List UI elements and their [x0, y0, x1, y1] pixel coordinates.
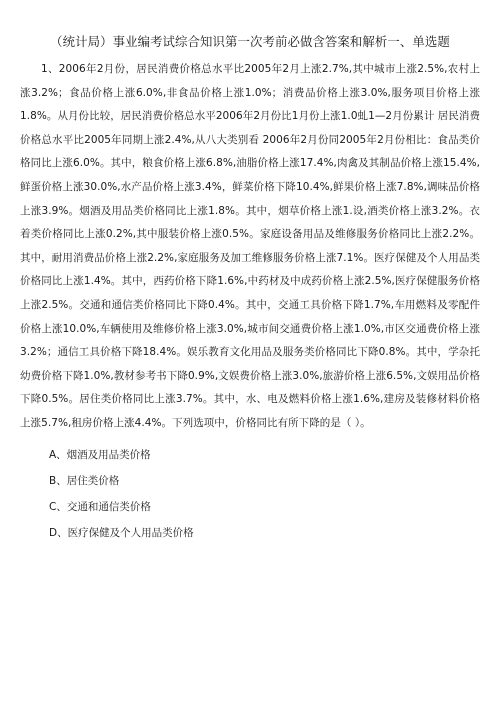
option-d: D、医疗保健及个人用品类价格 — [49, 527, 194, 540]
option-b: B、居住类价格 — [49, 474, 120, 487]
question-text: 1、2006年2月份，居民消费价格总水平比2005年2月上涨2.7%,其中城市上涨2.5%,农村上涨3.2%；食品价格上涨6.0%,非食品价格上涨1.0%；消费品价格上涨3.0%,服务项目价格上涨1.8%。从月份比较，居民消费价格总水平2006年2月份比1月份上涨1.0虬1—2月份累计 居民消费价格总水平比2005年同期上涨2.4%,从八大类别看 2006年2月份同2005年2月份相比：食品类价格同比上涨6.0%。其中，粮食价格上涨6.8%,油脂价格上涨17.4%,肉禽及其制品价格上涨15.4%,鲜蛋价格上涨30.0%,水产品价格上涨3.4%，鲜菜价格下降10.4%,鲜果价格上涨7.8%,调味品价格上涨3.9%。烟酒及用品类价格同比上涨1.8%。其中，烟草价格上涨1.设,酒类价格上涨3.2%。衣着类价格同比上涨0.2%,其中服装价格上涨0.5%。家庭设备用品及维修服务价格同比上涨2.2%。其中，耐用消费品价格上涨2.2%,家庭服务及加工维修服务价格上涨7.1%。医疗保健及个人用品类价格同比上涨1.4%。其中，西药价格下降1.6%,中药材及中成药价格上涨2.5%,医疗保健服务价格上涨2.5%。交通和通信类价格同比下降0.4%。其中，交通工具价格下降1.7%,车用燃料及零配件价格上涨10.0%,车辆使用及维修价格上涨3.0%,城市间交通费价格上涨1.0%,市区交通费价格上涨3.2%；通信工具价格下降18.4%。娱乐教育文化用品及服务类价格同比下降0.8%。其中，学杂托幼费价格下降1.0%,教材参考书下降0.9%,文娱费价格上涨3.0%,旅游价格上涨6.5%,文娱用品价格下降0.5%。居住类价格同比上涨3.7%。其中，水、电及燃料价格上涨1.6%,建房及装修材料价格上涨5.7%,租房价格上涨4.4%。下列选项中，价格同比有所下降的是（ ）。 — [20, 63, 480, 429]
document-title: （统计局）事业编考试综合知识第一次考前必做含答案和解析一、单选题 — [50, 34, 450, 49]
answer-options — [20, 442, 480, 547]
option-c: C、交通和通信类价格 — [49, 501, 151, 514]
option-a: A、烟酒及用品类价格 — [49, 448, 151, 461]
